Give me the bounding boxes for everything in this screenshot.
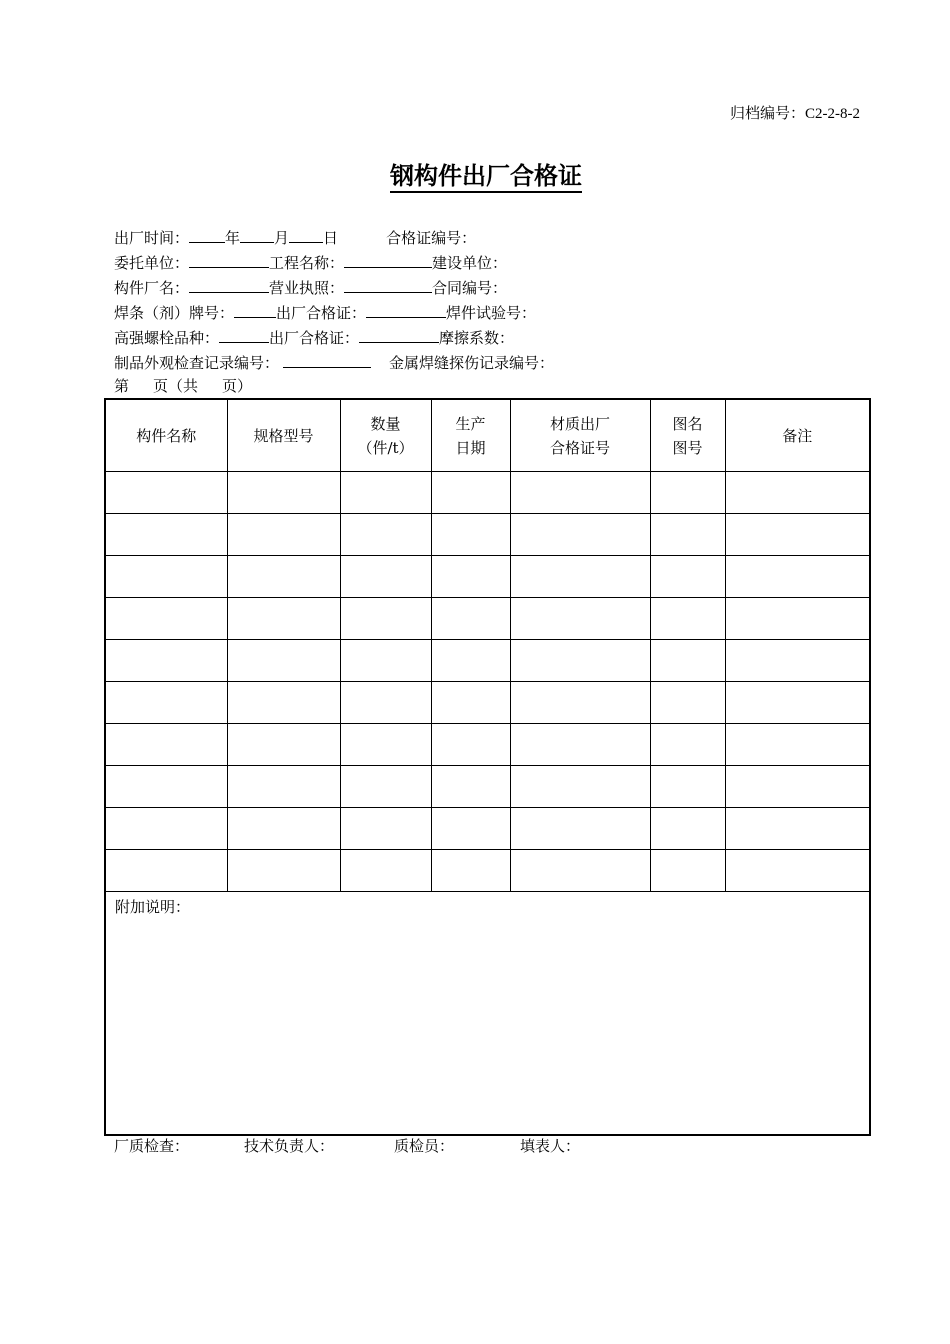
- table-cell[interactable]: [650, 724, 725, 766]
- table-cell[interactable]: [227, 724, 340, 766]
- table-cell[interactable]: [105, 640, 227, 682]
- table-row: [105, 640, 870, 682]
- table-cell[interactable]: [431, 850, 510, 892]
- table-cell[interactable]: [227, 808, 340, 850]
- sign-quality: 厂质检查：: [114, 1137, 190, 1155]
- table-cell[interactable]: [510, 808, 650, 850]
- table-cell[interactable]: [725, 472, 870, 514]
- table-cell[interactable]: [227, 640, 340, 682]
- sign-filler: 填表人：: [520, 1137, 581, 1155]
- note-row: [105, 892, 870, 1136]
- label-license: 营业执照：: [269, 279, 345, 297]
- label-cert-4: 出厂合格证：: [276, 304, 367, 322]
- info-line-3: [114, 277, 507, 298]
- label-cert-5: 出厂合格证：: [269, 329, 360, 347]
- table-cell[interactable]: [340, 598, 431, 640]
- table-cell[interactable]: [725, 556, 870, 598]
- label-client: 委托单位：: [114, 254, 190, 272]
- table-cell[interactable]: [650, 640, 725, 682]
- table-cell[interactable]: [340, 514, 431, 556]
- archive-number: [730, 102, 860, 123]
- table-cell[interactable]: [340, 472, 431, 514]
- table-row: [105, 556, 870, 598]
- table-row: [105, 724, 870, 766]
- header-spec-model: 规格型号: [227, 399, 340, 472]
- table-cell[interactable]: [105, 808, 227, 850]
- table-cell[interactable]: [725, 514, 870, 556]
- page-title: 钢构件出厂合格证: [0, 156, 950, 191]
- label-builder: 建设单位：: [432, 254, 508, 272]
- table-cell[interactable]: [105, 598, 227, 640]
- header-drawing: 图名 图号: [650, 399, 725, 472]
- table-row: [105, 472, 870, 514]
- table-cell[interactable]: [227, 850, 340, 892]
- label-flaw: 金属焊缝探伤记录编号：: [389, 354, 555, 372]
- table-cell[interactable]: [725, 724, 870, 766]
- label-project: 工程名称：: [269, 254, 345, 272]
- info-line-6: [114, 352, 554, 373]
- archive-code: C2-2-8-2: [805, 106, 860, 122]
- label-weld-test: 焊件试验号：: [446, 304, 537, 322]
- blank-maker[interactable]: [189, 277, 269, 293]
- table-cell[interactable]: [725, 640, 870, 682]
- header-quantity: 数量 （件/t）: [340, 399, 431, 472]
- blank-year[interactable]: [189, 227, 225, 243]
- table-cell[interactable]: [340, 682, 431, 724]
- blank-appearance[interactable]: [283, 352, 371, 368]
- blank-bolt[interactable]: [219, 327, 269, 343]
- table-cell[interactable]: [650, 766, 725, 808]
- label-page-prefix: 第: [114, 377, 130, 395]
- table-cell[interactable]: [340, 724, 431, 766]
- blank-electrode[interactable]: [234, 302, 276, 318]
- table-cell[interactable]: [650, 682, 725, 724]
- table-cell[interactable]: [431, 514, 510, 556]
- table-cell[interactable]: [227, 472, 340, 514]
- table-cell[interactable]: [431, 556, 510, 598]
- label-bolt: 高强螺栓品种：: [114, 329, 220, 347]
- blank-month[interactable]: [240, 227, 274, 243]
- table-row: [105, 598, 870, 640]
- label-friction: 摩擦系数：: [439, 329, 515, 347]
- table-cell[interactable]: [510, 766, 650, 808]
- table-cell[interactable]: [340, 640, 431, 682]
- table-cell[interactable]: [725, 598, 870, 640]
- blank-client[interactable]: [189, 252, 269, 268]
- info-line-4: [114, 302, 536, 323]
- label-contract: 合同编号：: [432, 279, 508, 297]
- table-cell[interactable]: [227, 766, 340, 808]
- label-year: 年: [225, 229, 241, 247]
- table-cell[interactable]: [725, 766, 870, 808]
- label-maker: 构件厂名：: [114, 279, 190, 297]
- table-cell[interactable]: [227, 514, 340, 556]
- table-cell[interactable]: [105, 724, 227, 766]
- table-cell[interactable]: [431, 682, 510, 724]
- table-cell[interactable]: [340, 556, 431, 598]
- component-table: [104, 398, 871, 1136]
- table-cell[interactable]: [510, 850, 650, 892]
- label-cert-no: 合格证编号：: [386, 229, 477, 247]
- table-cell[interactable]: [431, 472, 510, 514]
- archive-label: 归档编号：: [729, 104, 805, 122]
- table-cell[interactable]: [431, 724, 510, 766]
- info-line-1: [114, 227, 476, 248]
- header-production-date: 生产 日期: [431, 399, 510, 472]
- table-cell[interactable]: [105, 514, 227, 556]
- note-cell[interactable]: [105, 892, 870, 1136]
- table-cell[interactable]: [105, 850, 227, 892]
- label-date: 出厂时间：: [114, 229, 190, 247]
- blank-project[interactable]: [344, 252, 432, 268]
- table-cell[interactable]: [510, 472, 650, 514]
- table-row: [105, 682, 870, 724]
- table-row: [105, 514, 870, 556]
- table-cell[interactable]: [227, 682, 340, 724]
- sign-inspector: 质检员：: [394, 1137, 455, 1155]
- table-cell[interactable]: [650, 808, 725, 850]
- table-cell[interactable]: [725, 808, 870, 850]
- table-cell[interactable]: [431, 640, 510, 682]
- blank-day[interactable]: [289, 227, 323, 243]
- table-header-row: [105, 399, 870, 472]
- header-remarks: 备注: [725, 399, 870, 472]
- info-line-2: [114, 252, 507, 273]
- table-cell[interactable]: [650, 598, 725, 640]
- table-cell[interactable]: [340, 808, 431, 850]
- sign-tech: 技术负责人：: [244, 1137, 335, 1155]
- header-material-cert: 材质出厂 合格证号: [510, 399, 650, 472]
- label-day: 日: [323, 229, 339, 247]
- table-cell[interactable]: [510, 514, 650, 556]
- header-component-name: 构件名称: [105, 399, 227, 472]
- label-page-suffix: 页）: [222, 377, 253, 395]
- table-cell[interactable]: [340, 850, 431, 892]
- table-row: [105, 850, 870, 892]
- table-cell[interactable]: [650, 472, 725, 514]
- table-cell[interactable]: [105, 766, 227, 808]
- table-cell[interactable]: [510, 556, 650, 598]
- table-cell[interactable]: [431, 766, 510, 808]
- label-appearance: 制品外观检查记录编号：: [114, 354, 280, 372]
- table-cell[interactable]: [105, 556, 227, 598]
- blank-cert-4[interactable]: [366, 302, 446, 318]
- table-cell[interactable]: [510, 682, 650, 724]
- table-cell[interactable]: [510, 598, 650, 640]
- table-row: [105, 808, 870, 850]
- note-label: 附加说明：: [115, 898, 191, 916]
- table-cell[interactable]: [725, 682, 870, 724]
- info-line-7: [114, 376, 252, 396]
- blank-license[interactable]: [344, 277, 432, 293]
- table-cell[interactable]: [105, 682, 227, 724]
- blank-cert-5[interactable]: [359, 327, 439, 343]
- table-cell[interactable]: [510, 640, 650, 682]
- table-cell[interactable]: [431, 808, 510, 850]
- table-cell[interactable]: [510, 724, 650, 766]
- info-line-5: [114, 327, 514, 348]
- table-cell[interactable]: [650, 850, 725, 892]
- label-page-mid: 页（共: [153, 377, 199, 395]
- table-cell[interactable]: [340, 766, 431, 808]
- table-cell[interactable]: [650, 556, 725, 598]
- table-cell[interactable]: [725, 850, 870, 892]
- table-cell[interactable]: [105, 472, 227, 514]
- label-electrode: 焊条（剂）牌号：: [114, 304, 235, 322]
- table-cell[interactable]: [650, 514, 725, 556]
- table-row: [105, 766, 870, 808]
- table-cell[interactable]: [431, 598, 510, 640]
- label-month: 月: [274, 229, 290, 247]
- table-cell[interactable]: [227, 556, 340, 598]
- table-cell[interactable]: [227, 598, 340, 640]
